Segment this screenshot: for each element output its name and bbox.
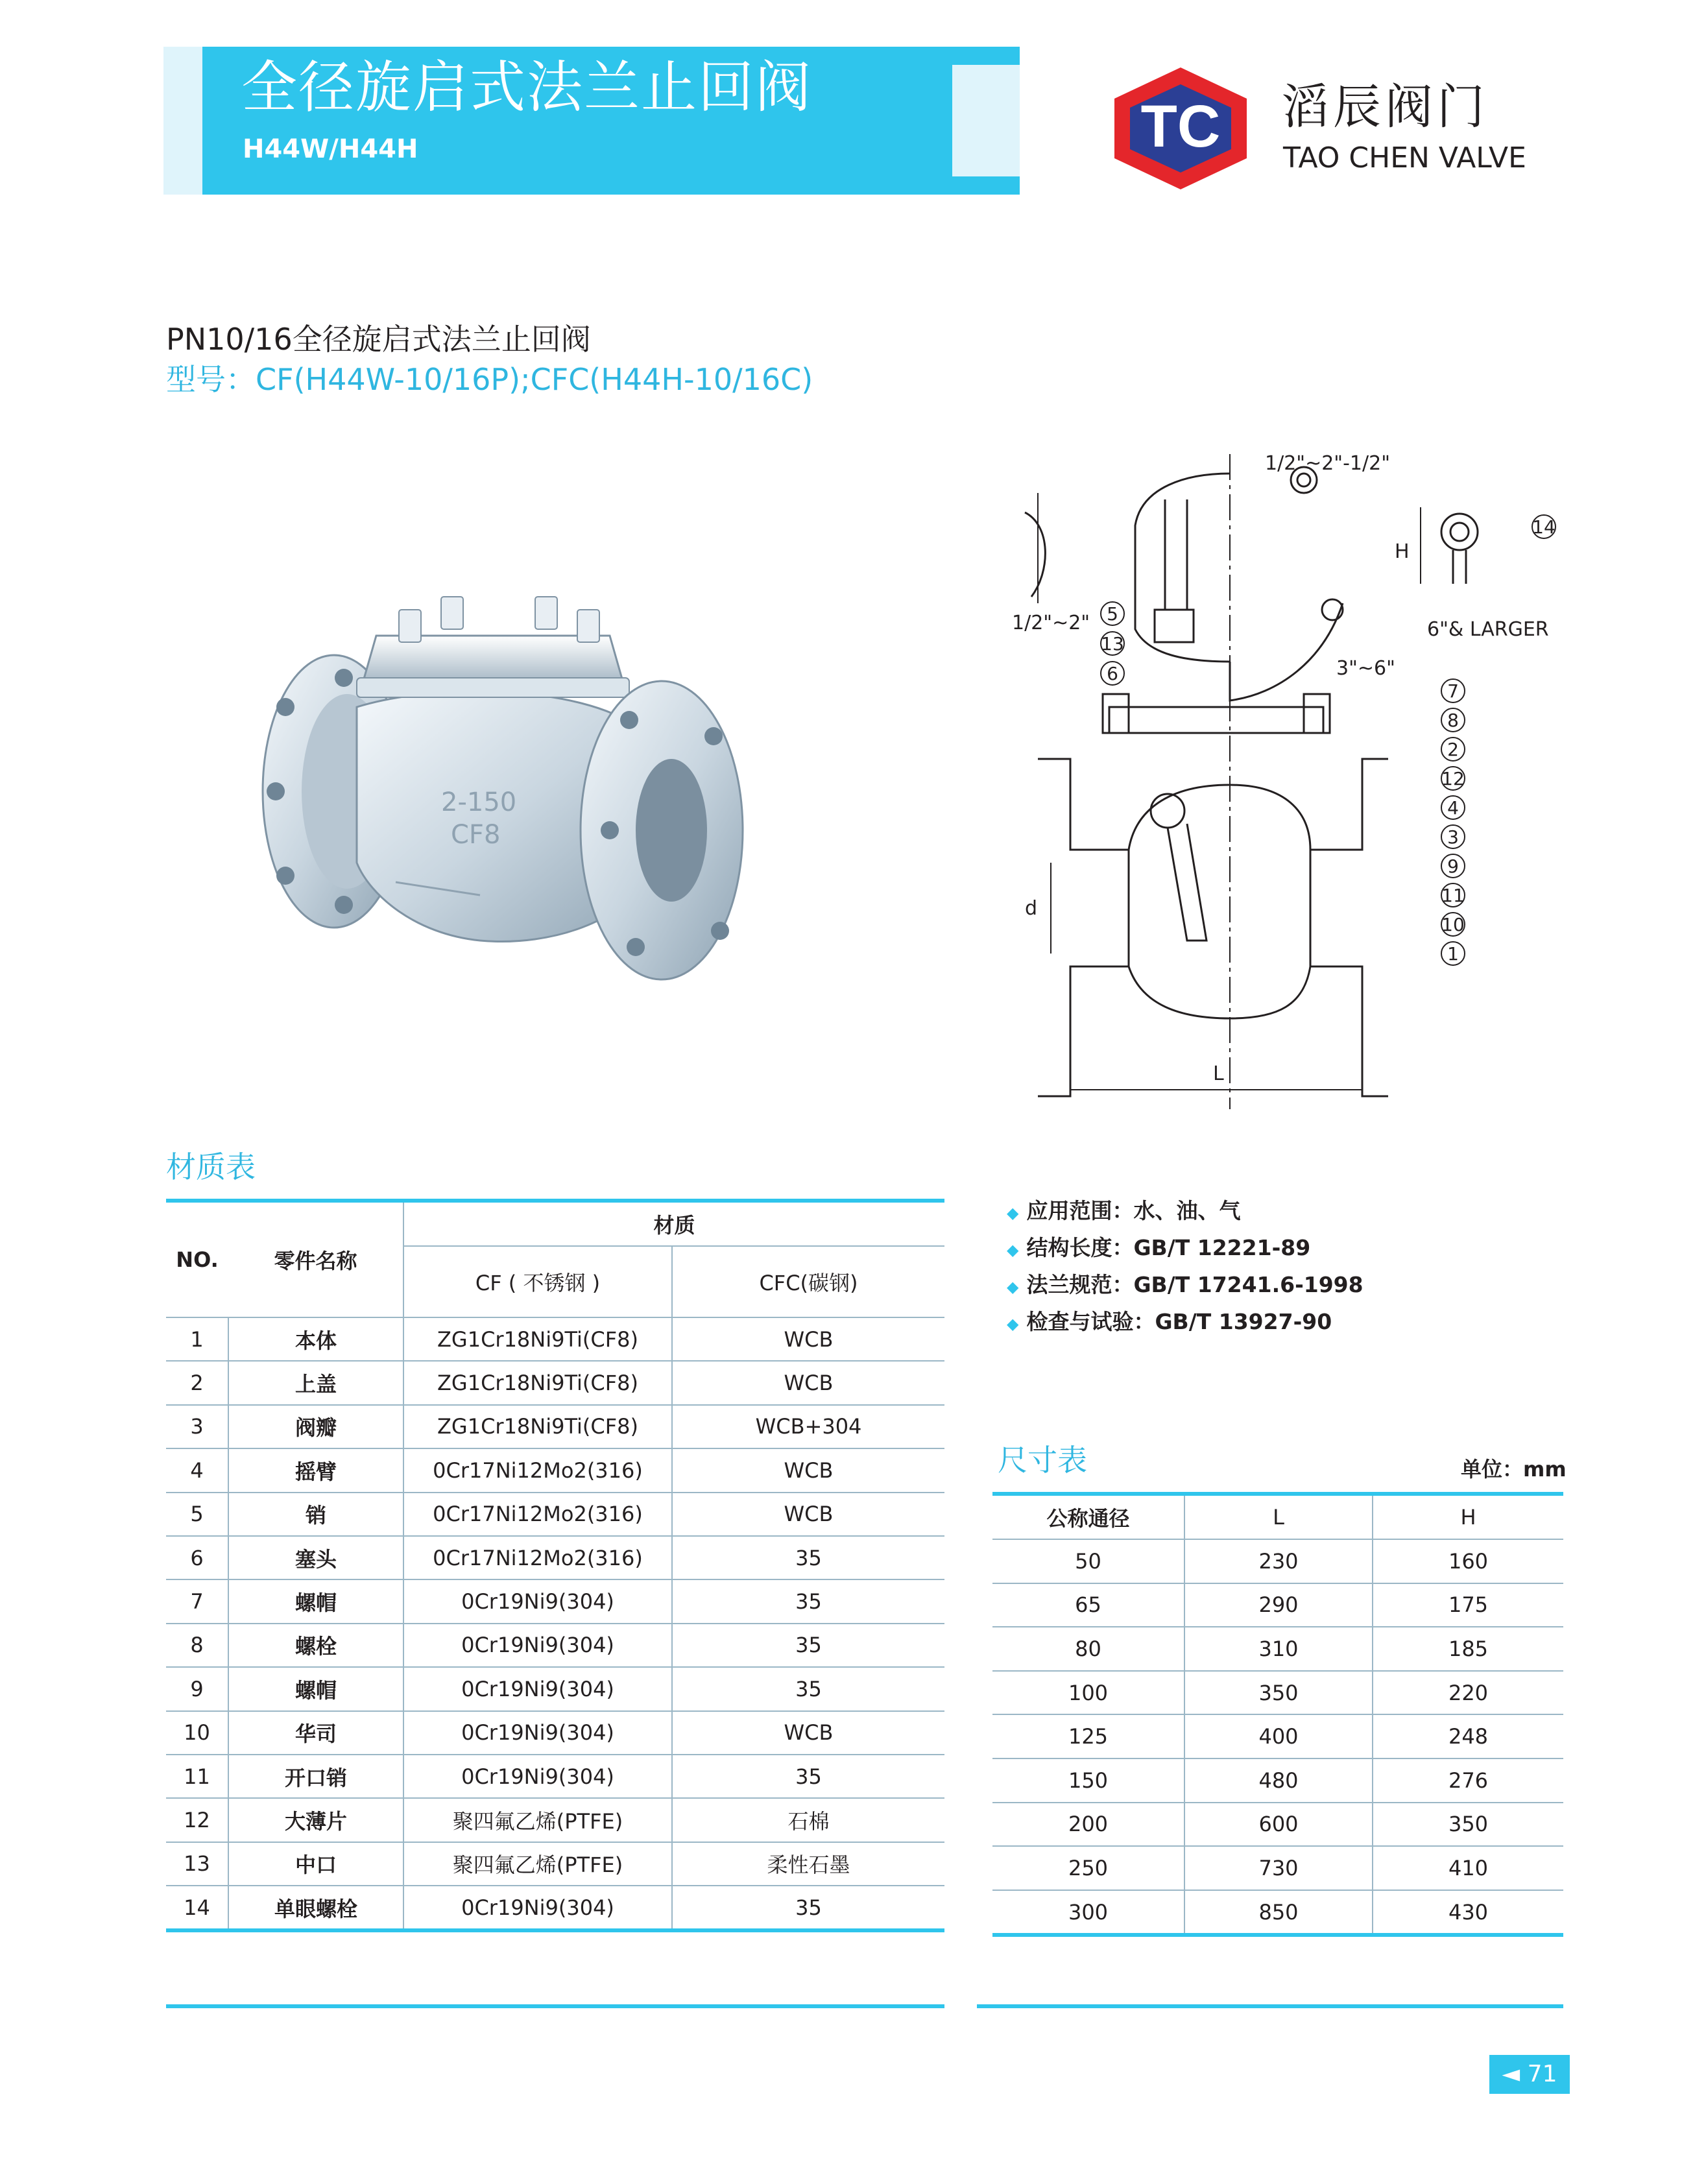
technical-drawing — [973, 448, 1563, 1116]
spec-text: 结构长度：GB/T 12221-89 — [1026, 1235, 1311, 1260]
drawing-label-d: d — [1025, 897, 1038, 920]
table-cell: 单眼螺栓 — [228, 1886, 403, 1930]
table-cell: 阀瓣 — [228, 1405, 403, 1448]
footer-rule-right — [977, 2004, 1563, 2008]
page-subtitle: H44W/H44H — [243, 134, 418, 164]
table-row — [166, 1711, 944, 1755]
dimensions-unit: 单位：mm — [1461, 1457, 1567, 1482]
drawing-label-small: 1/2"~2" — [1012, 612, 1090, 634]
banner-accent-line — [206, 58, 211, 182]
col-material: 材质 — [403, 1201, 944, 1246]
table-cell: 0Cr19Ni9(304) — [403, 1711, 672, 1755]
table-cell: 4 — [166, 1448, 228, 1492]
callout-5: 5 — [1107, 603, 1118, 625]
table-cell: WCB — [672, 1711, 944, 1755]
table-row — [166, 1493, 944, 1536]
banner-notch — [952, 65, 1020, 176]
table-cell: 175 — [1373, 1583, 1563, 1627]
table-row — [166, 1579, 944, 1623]
table-cell: 35 — [672, 1579, 944, 1623]
table-cell: 开口销 — [228, 1755, 403, 1798]
table-cell: 125 — [992, 1714, 1184, 1758]
table-cell: 290 — [1184, 1583, 1373, 1627]
brand-name-cn: 滔辰阀门 — [1281, 79, 1489, 135]
drawing-label-range: 3"~6" — [1336, 657, 1395, 680]
table-cell: 850 — [1184, 1890, 1373, 1936]
table-cell: 柔性石墨 — [672, 1842, 944, 1886]
cast-mark-material: CF8 — [451, 820, 501, 850]
col-l: L — [1184, 1494, 1373, 1539]
table-cell: 730 — [1184, 1846, 1373, 1890]
table-cell: 聚四氟乙烯(PTFE) — [403, 1798, 672, 1842]
table-cell: 410 — [1373, 1846, 1563, 1890]
table-cell: 0Cr19Ni9(304) — [403, 1667, 672, 1710]
callout-10: 10 — [1441, 914, 1465, 935]
tc-logo-icon — [1109, 65, 1252, 192]
table-row — [992, 1539, 1563, 1583]
table-cell: 310 — [1184, 1627, 1373, 1671]
table-row — [992, 1890, 1563, 1936]
table-cell: 螺帽 — [228, 1667, 403, 1710]
table-cell: 14 — [184, 1895, 210, 1920]
diamond-icon: ◆ — [1007, 1204, 1019, 1222]
table-row — [166, 1842, 944, 1886]
table-cell: 13 — [166, 1842, 228, 1886]
table-row — [166, 1317, 944, 1361]
product-model: 型号：CF(H44W-10/16P);CFC(H44H-10/16C) — [166, 362, 813, 397]
callout-9: 9 — [1447, 856, 1459, 877]
col-dn: 公称通径 — [992, 1494, 1184, 1539]
table-row — [992, 1583, 1563, 1627]
col-no: NO. — [166, 1201, 228, 1317]
table-cell: 摇臂 — [228, 1448, 403, 1492]
callout-8: 8 — [1447, 710, 1459, 731]
table-cell: 220 — [1373, 1671, 1563, 1715]
cast-mark-size: 2-150 — [441, 787, 517, 817]
table-cell: 销 — [228, 1493, 403, 1536]
table-cell: ZG1Cr18Ni9Ti(CF8) — [403, 1361, 672, 1404]
product-title: PN10/16全径旋启式法兰止回阀 — [166, 322, 591, 357]
table-cell: 石棉 — [672, 1798, 944, 1842]
callout-7: 7 — [1447, 680, 1459, 702]
table-cell: 0Cr19Ni9(304) — [403, 1755, 672, 1798]
diamond-icon: ◆ — [1007, 1315, 1019, 1333]
table-cell: 230 — [1184, 1539, 1373, 1583]
table-row — [166, 1798, 944, 1842]
spec-item — [1007, 1304, 1364, 1341]
table-cell: 250 — [992, 1846, 1184, 1890]
table-cell: 6 — [166, 1536, 228, 1579]
materials-title: 材质表 — [166, 1149, 256, 1184]
table-cell: 0Cr17Ni12Mo2(316) — [403, 1448, 672, 1492]
table-cell: 7 — [166, 1579, 228, 1623]
footer-rule-left — [166, 2004, 944, 2008]
table-cell: 0Cr17Ni12Mo2(316) — [403, 1536, 672, 1579]
materials-table — [166, 1199, 944, 1932]
table-cell: 185 — [1373, 1627, 1563, 1671]
table-cell: WCB — [672, 1493, 944, 1536]
table-cell: WCB — [672, 1317, 944, 1361]
table-cell: 200 — [992, 1803, 1184, 1847]
table-cell: 上盖 — [228, 1361, 403, 1404]
table-row — [992, 1803, 1563, 1847]
spec-text: 法兰规范：GB/T 17241.6-1998 — [1026, 1272, 1364, 1297]
table-cell: 100 — [992, 1671, 1184, 1715]
callout-13: 13 — [1101, 633, 1124, 654]
callout-6: 6 — [1107, 663, 1118, 684]
table-cell: 35 — [672, 1886, 944, 1930]
table-cell: 35 — [672, 1624, 944, 1667]
table-cell: 0Cr19Ni9(304) — [403, 1579, 672, 1623]
table-cell: 本体 — [228, 1317, 403, 1361]
table-row — [992, 1758, 1563, 1803]
drawing-label-l: L — [1213, 1062, 1224, 1085]
spec-item — [1007, 1194, 1364, 1230]
table-cell: 螺栓 — [228, 1624, 403, 1667]
table-cell: 35 — [672, 1755, 944, 1798]
dimensions-title: 尺寸表 — [998, 1443, 1087, 1478]
callout-3: 3 — [1447, 826, 1459, 848]
table-cell: 430 — [1373, 1890, 1563, 1936]
table-cell: 11 — [166, 1755, 228, 1798]
table-cell: 65 — [992, 1583, 1184, 1627]
table-cell: 华司 — [228, 1711, 403, 1755]
diamond-icon: ◆ — [1007, 1278, 1019, 1296]
table-cell: 10 — [166, 1711, 228, 1755]
callout-12: 12 — [1441, 768, 1465, 789]
table-cell: 2 — [166, 1361, 228, 1404]
drawing-label-thread: 1/2"~2"-1/2" — [1265, 452, 1391, 475]
table-cell: 35 — [672, 1536, 944, 1579]
table-row — [166, 1667, 944, 1710]
table-cell: 8 — [166, 1624, 228, 1667]
table-cell: ZG1Cr18Ni9Ti(CF8) — [403, 1405, 672, 1448]
table-cell: 248 — [1373, 1714, 1563, 1758]
callout-4: 4 — [1447, 797, 1459, 819]
table-cell: 9 — [166, 1667, 228, 1710]
table-cell: 0Cr19Ni9(304) — [403, 1624, 672, 1667]
callout-11: 11 — [1441, 885, 1465, 906]
table-cell: 400 — [1184, 1714, 1373, 1758]
drawing-label-large: 6"& LARGER — [1427, 618, 1549, 641]
table-cell: 12 — [166, 1798, 228, 1842]
table-cell: 160 — [1373, 1539, 1563, 1583]
table-cell: 0Cr19Ni9(304) — [403, 1886, 672, 1930]
table-row — [992, 1671, 1563, 1715]
table-row — [166, 1755, 944, 1798]
table-row — [166, 1536, 944, 1579]
table-cell: 35 — [672, 1667, 944, 1710]
table-cell: 350 — [1373, 1803, 1563, 1847]
table-cell: 塞头 — [228, 1536, 403, 1579]
table-cell: 600 — [1184, 1803, 1373, 1847]
table-cell: 1 — [166, 1317, 228, 1361]
table-row — [166, 1405, 944, 1448]
table-cell: 50 — [992, 1539, 1184, 1583]
callout-14: 14 — [1532, 516, 1556, 538]
table-cell: 中口 — [228, 1842, 403, 1886]
table-cell: WCB+304 — [672, 1405, 944, 1448]
table-cell: 350 — [1184, 1671, 1373, 1715]
table-cell: 大薄片 — [228, 1798, 403, 1842]
table-cell: 聚四氟乙烯(PTFE) — [403, 1842, 672, 1886]
logo-text: TC — [1140, 93, 1221, 160]
table-cell: 0Cr17Ni12Mo2(316) — [403, 1493, 672, 1536]
table-row — [166, 1886, 944, 1930]
table-row — [992, 1627, 1563, 1671]
page-title: 全径旋启式法兰止回阀 — [241, 55, 812, 120]
table-row — [166, 1448, 944, 1492]
dimensions-table — [992, 1492, 1563, 1937]
table-cell: WCB — [672, 1361, 944, 1404]
col-cfc: CFC(碳钢) — [672, 1246, 944, 1317]
table-cell: ZG1Cr18Ni9Ti(CF8) — [403, 1317, 672, 1361]
table-row — [992, 1714, 1563, 1758]
table-cell: WCB — [672, 1448, 944, 1492]
table-row — [166, 1624, 944, 1667]
col-h: H — [1373, 1494, 1563, 1539]
spec-item — [1007, 1230, 1364, 1267]
table-cell: 80 — [992, 1627, 1184, 1671]
valve-photo — [246, 558, 778, 1051]
brand-name-en: TAO CHEN VALVE — [1283, 141, 1526, 174]
spec-list — [1007, 1194, 1364, 1341]
table-cell: 276 — [1373, 1758, 1563, 1803]
table-cell: 5 — [166, 1493, 228, 1536]
col-part: 零件名称 — [228, 1201, 403, 1317]
table-cell: 3 — [166, 1405, 228, 1448]
callout-2: 2 — [1447, 739, 1459, 760]
col-cf: CF ( 不锈钢 ) — [403, 1246, 672, 1317]
table-cell: 480 — [1184, 1758, 1373, 1803]
spec-item — [1007, 1267, 1364, 1304]
callout-1: 1 — [1447, 943, 1459, 965]
spec-text: 检查与试验：GB/T 13927-90 — [1026, 1309, 1332, 1334]
table-row — [992, 1846, 1563, 1890]
table-cell: 150 — [992, 1758, 1184, 1803]
table-row — [166, 1361, 944, 1404]
diamond-icon: ◆ — [1007, 1241, 1019, 1259]
spec-text: 应用范围：水、油、气 — [1026, 1198, 1241, 1223]
page-number: ◄ 71 — [1489, 2055, 1570, 2094]
table-cell: 300 — [1068, 1899, 1109, 1925]
drawing-label-h: H — [1395, 540, 1410, 563]
table-cell: 螺帽 — [228, 1579, 403, 1623]
